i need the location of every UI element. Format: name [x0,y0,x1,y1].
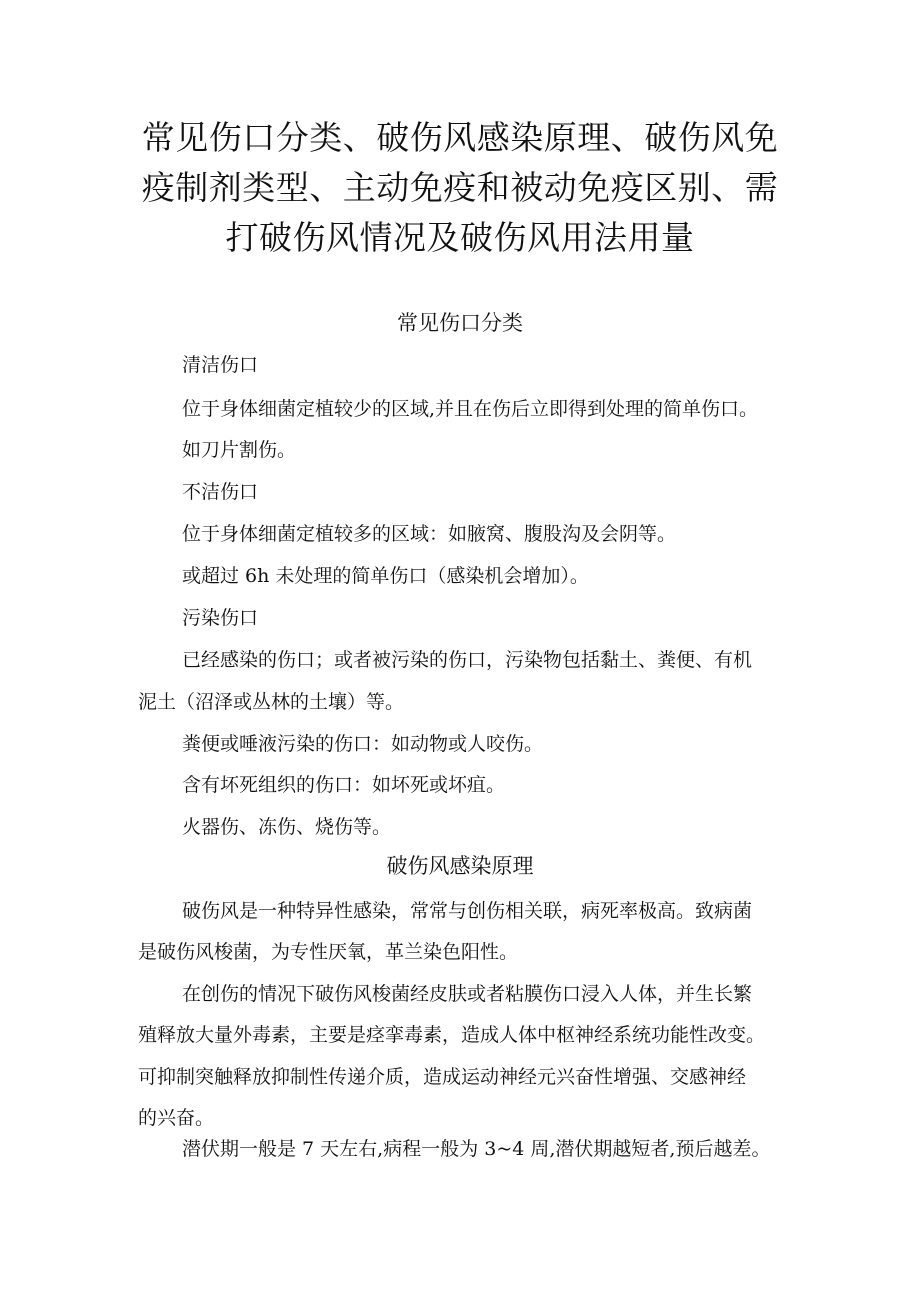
title-line-2: 疫制剂类型、主动免疫和被动免疫区别、需 [141,168,779,207]
clean-wound-text: 位于身体细菌定植较少的区域,并且在伤后立即得到处理的简单伤口。 [182,398,759,420]
tetanus-p2-line-3: 可抑制突触释放抑制性传递介质，造成运动神经元兴奋性增强、交感神经 [138,1066,747,1088]
unclean-wound-extra: 或超过 6h 未处理的简单伤口（感染机会增加）。 [182,565,589,587]
tetanus-p2-line-4: 的兴奋。 [138,1107,215,1129]
dirty-wound-necrosis: 含有坏死组织的伤口：如坏死或坏疽。 [182,774,506,796]
tetanus-p3-line-1: 潜伏期一般是 7 天左右,病程一般为 3~4 周,潜伏期越短者,预后越差。 [182,1138,771,1160]
section-heading-tetanus-infection: 破伤风感染原理 [386,854,534,878]
tetanus-p2-line-1: 在创伤的情况下破伤风梭菌经皮肤或者粘膜伤口浸入人体，并生长繁 [182,983,753,1005]
unclean-wound-text: 位于身体细菌定植较多的区域：如腋窝、腹股沟及会阴等。 [182,523,677,545]
section-heading-wound-classification: 常见伤口分类 [397,311,523,335]
clean-wound-label: 清洁伤口 [182,354,259,376]
dirty-wound-text-line-2: 泥土（沼泽或丛林的土壤）等。 [138,691,405,713]
tetanus-p2-line-2: 殖释放大量外毒素，主要是痉挛毒素，造成人体中枢神经系统功能性改变。 [138,1024,766,1046]
dirty-wound-saliva: 粪便或唾液污染的伤口：如动物或人咬伤。 [182,733,544,755]
dirty-wound-label: 污染伤口 [182,607,259,629]
tetanus-p1-line-1: 破伤风是一种特异性感染，常常与创伤相关联，病死率极高。致病菌 [182,900,753,922]
tetanus-p1-line-2: 是破伤风梭菌，为专性厌氧，革兰染色阳性。 [138,941,519,963]
document-title [130,113,790,263]
dirty-wound-burns: 火器伤、冻伤、烧伤等。 [182,816,392,838]
title-line-3: 打破伤风情况及破伤风用法用量 [225,218,695,257]
unclean-wound-label: 不洁伤口 [182,481,259,503]
dirty-wound-text-line-1: 已经感染的伤口；或者被污染的伤口，污染物包括黏土、粪便、有机 [182,649,753,671]
clean-wound-example: 如刀片割伤。 [182,439,297,461]
title-line-1: 常见伤口分类、破伤风感染原理、破伤风免 [141,118,779,157]
